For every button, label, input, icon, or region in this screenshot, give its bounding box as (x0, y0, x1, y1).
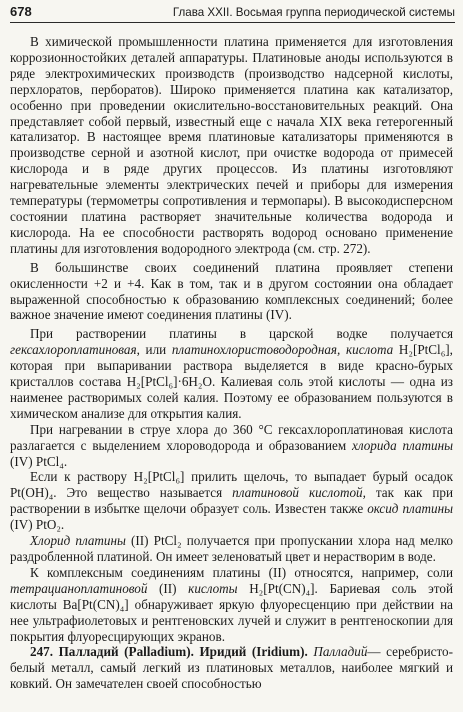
term-tetracyanoplatinic: тетрацианоплатиновой (10, 580, 148, 596)
text-run: К комплексным соединениям платины (II) относятся, например, соли (30, 564, 453, 580)
text-run: (II) PtCl₂ получается при пропускании хлора над мелко раздробленной платиной. Он имеет зеленоватый цвет и нерастворим в воде. (10, 533, 453, 564)
body-text (10, 34, 453, 692)
text-run: H₂[Pt(CN)₄]. Бариевая соль этой кислоты Ba[Pt(CN)₄] обнаруживает яркую флуоресценцию при действии на нее ультрафиолетовых и рентгеновских лучей и служит в рентгеноскопии для покрытия флуоресцирующих экранов. (10, 580, 453, 644)
text-run: (IV) PtO₂. (10, 517, 65, 533)
text-run: так как при растворении в избытке щелочи образует соль. Известен также (10, 485, 453, 517)
term-hexachloroplatinic: гексахлороплатиновая (10, 342, 137, 358)
paragraph-platinum-tetrachloride (10, 422, 453, 470)
section-heading: 247. Палладий (Palladium). Иридий (Iridium). (30, 644, 308, 660)
term-platinum-chloride: хлорида платины (351, 437, 453, 453)
term-palladium: Палладий (313, 644, 368, 660)
text-run: (IV) PtCl₄. (10, 453, 68, 469)
paragraph-oxidation-states: В большинстве своих соединений платина проявляет степени окисленности +2 и +4. Как в том, так и в другом состоянии она обладает выраженной способностью к образованию комплексных соединений; более важное значение имеют соединения платины (IV). (10, 259, 453, 323)
page-number: 678 (10, 4, 32, 19)
text-run: H₂[PtCl₆], которая при выпаривании раствора выделяется в виде красно-бурых кристаллов состава H₂[PtCl₆]·6H₂O. Калиевая соль этой кислоты — одна из наименее растворимых солей калия. Поэтому ее образованием пользуются в химическом анализе для открытия калия. (10, 342, 453, 421)
paragraph-platinic-acid (10, 469, 453, 533)
term-platinum-dichloride: Хлорид платины (30, 533, 126, 549)
text-run: — серебристо-белый металл, самый легкий из платиновых металлов, наиболее мягкий и ковкий. Он замечателен своей способностью (10, 644, 453, 692)
paragraph-platinum-uses: В химической промышленности платина применяется для изготовления коррозионностойких деталей аппаратуры. Платиновые аноды используются в ряде электрохимических производств (производство надсерной кислоты, перхлоратов, перборатов). Широко применяется платина как катализатор, особенно при проведении окислительно-восстановительных реакций. Она представляет собой первый, известный еще с начала XIX века гетерогенный катализатор. В настоящее время платиновые катализаторы применяются в производстве серной и азотной кислот, при очистке водорода от примесей кислорода и в ряде других процессов. Из платины изготовляют нагревательные элементы электрических печей и приборы для измерения температуры (термометры сопротивления и термопары). В высокодисперсном состоянии платина растворяет значительные количества водорода и кислорода. На ее способности растворять водород основано применение платины для изготовления водородного электрода (см. стр. 272). (10, 34, 453, 256)
text-run: При растворении платины в царской водке получается (30, 326, 453, 342)
paragraph-hexachloroplatinic-acid (10, 326, 453, 421)
term-platinic-acid: платиновой кислотой, (232, 485, 366, 501)
term-platinum-oxide: оксид платины (367, 501, 453, 517)
page-header (10, 4, 455, 23)
text-run: При нагревании в струе хлора до 360 °С гексахлороплатиновая кислота разлагается с выделением хлороводорода и образованием (10, 421, 453, 453)
paragraph-platinum-dichloride (10, 533, 453, 565)
paragraph-palladium-iridium (10, 644, 453, 692)
text-run: (II) (159, 580, 177, 596)
text-run: , или (136, 342, 167, 358)
running-head: Глава XXII. Восьмая группа периодической системы (172, 6, 455, 19)
term-chloroplatinic-acid: платинохлористоводородная, кислота (171, 342, 394, 358)
term-acid: кислоты (188, 580, 238, 596)
paragraph-tetracyanoplatinate (10, 565, 453, 645)
text-run: Если к раствору H₂[PtCl₆] прилить щелочь, то выпадает бурый осадок Pt(OH)₄. Это вещество называется (10, 469, 453, 501)
